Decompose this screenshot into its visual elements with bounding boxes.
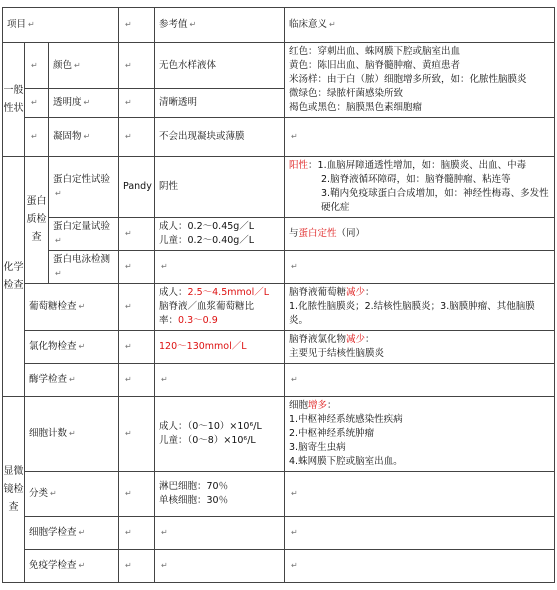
blank-cell: ↵ bbox=[285, 472, 555, 517]
blank-cell: ↵ bbox=[119, 284, 155, 331]
clinical-protein-quant: 与蛋白定性（同） bbox=[285, 218, 555, 251]
blank-cell: ↵ bbox=[119, 364, 155, 397]
blank-cell: ↵ bbox=[119, 397, 155, 472]
blank-cell: ↵ bbox=[119, 331, 155, 364]
row-immunology bbox=[3, 550, 555, 583]
ref-protein-quant: 成人：0.2～0.45g／L 儿童：0.2～0.40g／L bbox=[155, 218, 285, 251]
row-cytology bbox=[3, 517, 555, 550]
blank-cell: ↵ bbox=[119, 43, 155, 89]
item-immunology: 免疫学检查 ↵ bbox=[25, 550, 119, 583]
blank-cell: ↵ bbox=[285, 550, 555, 583]
item-protein-electro: 蛋白电泳检测↵ bbox=[49, 251, 119, 284]
clinical-color: 红色：穿刺出血、蛛网膜下腔或脑室出血 黄色：陈旧出血、脑脊髓肿瘤、黄疸患者 米汤样：由于白（脓）细胞增多所致，如：化脓性脑膜炎 微绿色：绿脓杆菌感染所致 褐色或黑色：脑膜黑色素细胞瘤 bbox=[285, 43, 555, 118]
blank-cell: ↵ bbox=[119, 472, 155, 517]
item-protein-qual: 蛋白定性试验↵ bbox=[49, 157, 119, 218]
clinical-protein-qual: 阳性：1.血脑屏障通透性增加，如：脑膜炎、出血、中毒 2.脑脊液循环障碍，如：脑脊髓肿瘤、粘连等 3.鞘内免疫球蛋白合成增加，如：神经性梅毒、多发性硬化症 bbox=[285, 157, 555, 218]
item-clarity: 透明度 ↵ bbox=[49, 89, 119, 118]
blank-cell: ↵ bbox=[155, 550, 285, 583]
header-ref: 参考值 ↵ bbox=[155, 8, 285, 43]
item-color: 颜色 ↵ bbox=[49, 43, 119, 89]
protein-label: 蛋白质检查 bbox=[25, 157, 49, 284]
blank-cell: ↵ bbox=[119, 251, 155, 284]
row-classification bbox=[3, 472, 555, 517]
item-chloride: 氯化物检查 ↵ bbox=[25, 331, 119, 364]
blank-cell: ↵ bbox=[25, 118, 49, 157]
row-color bbox=[3, 43, 555, 89]
header-clinical: 临床意义 ↵ bbox=[285, 8, 555, 43]
item-cytology: 细胞学检查 ↵ bbox=[25, 517, 119, 550]
blank-cell: ↵ bbox=[25, 43, 49, 89]
item-enzyme: 酶学检查 ↵ bbox=[25, 364, 119, 397]
blank-cell: ↵ bbox=[25, 89, 49, 118]
item-cell-count: 细胞计数 ↵ bbox=[25, 397, 119, 472]
row-protein-electro bbox=[3, 251, 555, 284]
row-cell-count bbox=[3, 397, 555, 472]
header-method: ↵ bbox=[119, 8, 155, 43]
clinical-cell-count: 细胞增多： 1.中枢神经系统感染性疾病 2.中枢神经系统肿瘤 3.脑寄生虫病 4.蛛网膜下腔或脑室出血。 bbox=[285, 397, 555, 472]
blank-cell: ↵ bbox=[119, 118, 155, 157]
method-pandy: Pandy bbox=[119, 157, 155, 218]
ref-protein-qual: 阴性 bbox=[155, 157, 285, 218]
blank-cell: ↵ bbox=[285, 251, 555, 284]
blank-cell: ↵ bbox=[285, 364, 555, 397]
blank-cell: ↵ bbox=[155, 364, 285, 397]
ref-glucose: 成人：2.5～4.5mmol／L 脑脊液／血浆葡萄糖比 率：0.3～0.9 bbox=[155, 284, 285, 331]
row-clot bbox=[3, 118, 555, 157]
blank-cell: ↵ bbox=[119, 89, 155, 118]
micro-label: 显微镜检查 bbox=[3, 397, 25, 583]
clinical-glucose: 脑脊液葡萄糖减少： 1.化脓性脑膜炎；2.结核性脑膜炎；3.脑膜肿瘤、其他脑膜炎。 bbox=[285, 284, 555, 331]
chem-label: 化学检查 bbox=[3, 157, 25, 397]
row-protein-qual bbox=[3, 157, 555, 218]
ref-clot: 不会出现凝块或薄膜 bbox=[155, 118, 285, 157]
ref-clarity: 清晰透明 bbox=[155, 89, 285, 118]
blank-cell: ↵ bbox=[155, 517, 285, 550]
row-protein-quant bbox=[3, 218, 555, 251]
row-enzyme bbox=[3, 364, 555, 397]
ref-chloride: 120～130mmol／L bbox=[155, 331, 285, 364]
blank-cell: ↵ bbox=[119, 218, 155, 251]
item-protein-quant: 蛋白定量试验↵ bbox=[49, 218, 119, 251]
item-clot: 凝固物 ↵ bbox=[49, 118, 119, 157]
clinical-clot: ↵ bbox=[285, 118, 555, 157]
header-row bbox=[3, 8, 555, 43]
general-label: 一般性状 bbox=[3, 43, 25, 157]
header-item: 项目 ↵ bbox=[3, 8, 119, 43]
blank-cell: ↵ bbox=[155, 251, 285, 284]
blank-cell: ↵ bbox=[119, 517, 155, 550]
csf-table bbox=[2, 7, 555, 583]
item-glucose: 葡萄糖检查 ↵ bbox=[25, 284, 119, 331]
blank-cell: ↵ bbox=[119, 550, 155, 583]
row-glucose bbox=[3, 284, 555, 331]
row-chloride bbox=[3, 331, 555, 364]
item-classification: 分类 ↵ bbox=[25, 472, 119, 517]
ref-classification: 淋巴细胞：70％ 单核细胞：30％ bbox=[155, 472, 285, 517]
clinical-chloride: 脑脊液氯化物减少： 主要见于结核性脑膜炎 bbox=[285, 331, 555, 364]
ref-color: 无色水样液体 bbox=[155, 43, 285, 89]
ref-cell-count: 成人：（0～10）×10⁶/L 儿童：（0～8）×10⁶/L bbox=[155, 397, 285, 472]
blank-cell: ↵ bbox=[285, 517, 555, 550]
